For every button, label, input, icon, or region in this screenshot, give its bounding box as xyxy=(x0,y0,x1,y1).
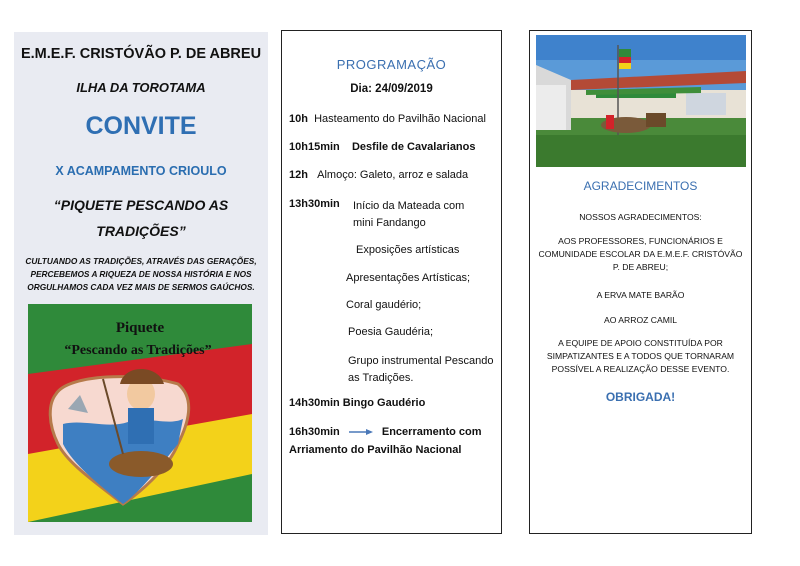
thanks-paragraph: AO ARROZ CAMIL xyxy=(603,315,678,325)
closing-item xyxy=(289,423,494,459)
thanks-paragraph: A ERVA MATE BARÃO xyxy=(596,290,685,300)
camp-photo xyxy=(536,35,746,167)
program-date: Dia: 24/09/2019 xyxy=(350,83,433,95)
subitem: Exposições artísticas xyxy=(356,244,460,256)
program-title: PROGRAMAÇÃO xyxy=(336,57,447,72)
schedule-item xyxy=(289,198,483,232)
schedule-item xyxy=(289,141,476,153)
closing-desc-1: Encerramento com xyxy=(381,426,482,438)
tagline-line-1: CULTUANDO AS TRADIÇÕES, ATRAVÉS DAS GERAÇÕES, xyxy=(25,256,257,266)
event-name: X ACAMPAMENTO CRIOULO xyxy=(55,164,227,178)
closing-desc-2: Arriamento do Pavilhão Nacional xyxy=(289,444,462,456)
thanks-paragraph: AOS PROFESSORES, FUNCIONÁRIOS E COMUNIDADE ESCOLAR DA E.M.E.F. CRISTÓVÃO P. DE ABREU; xyxy=(538,236,743,272)
schedule-time: 10h15min xyxy=(289,141,340,153)
thanks-paragraph: A EQUIPE DE APOIO CONSTITUÍDA POR SIMPATIZANTES E A TODOS QUE TORNARAM POSSÍVEL A REALIZAÇÃO DESSE EVENTO. xyxy=(546,338,735,374)
schedule-time: 10h xyxy=(289,113,308,125)
theme-line-1: “PIQUETE PESCANDO AS xyxy=(53,197,229,213)
thanks-panel xyxy=(529,30,752,534)
subitem: Apresentações Artísticas; xyxy=(346,272,471,284)
thanks-closing: OBRIGADA! xyxy=(605,390,676,404)
island-name: ILHA DA TOROTAMA xyxy=(76,80,206,95)
schedule-item xyxy=(289,113,486,125)
thanks-intro: NOSSOS AGRADECIMENTOS: xyxy=(579,212,702,222)
closing-time: 16h30min xyxy=(289,426,340,438)
event-theme xyxy=(24,192,258,244)
tagline xyxy=(24,255,258,294)
banner-text-1: Piquete xyxy=(115,320,165,336)
schedule-desc: Hasteamento do Pavilhão Nacional xyxy=(314,113,486,125)
cover-panel xyxy=(14,32,268,535)
schedule-time: 13h30min xyxy=(289,198,340,210)
thanks-title: AGRADECIMENTOS xyxy=(583,179,698,193)
bingo-item: 14h30min Bingo Gaudério xyxy=(289,397,426,409)
schedule-desc: Almoço: Galeto, arroz e salada xyxy=(317,169,469,181)
subitem: Grupo instrumental Pescando as Tradições. xyxy=(348,355,494,384)
schedule-desc: Início da Mateada com mini Fandango xyxy=(353,200,465,229)
banner-photo xyxy=(28,304,252,522)
schedule-item xyxy=(289,169,468,181)
schedule-desc: Desfile de Cavalarianos xyxy=(351,141,476,153)
banner-text-2: “Pescando as Tradições” xyxy=(64,343,212,358)
subitem: Coral gaudério; xyxy=(346,299,422,311)
tagline-line-2: PERCEBEMOS A RIQUEZA DE NOSSA HISTÓRIA E NOS xyxy=(30,269,252,279)
subitem: Poesia Gaudéria; xyxy=(348,326,433,338)
program-panel xyxy=(281,30,502,534)
schedule-time: 12h xyxy=(289,169,308,181)
arrow-icon xyxy=(349,428,373,436)
tagline-line-3: ORGULHAMOS CADA VEZ MAIS DE SERMOS GAÚCHOS. xyxy=(27,282,255,292)
theme-line-2: TRADIÇÕES” xyxy=(96,223,186,239)
invite-title: CONVITE xyxy=(85,112,197,140)
school-name: E.M.E.F. CRISTÓVÃO P. DE ABREU xyxy=(20,46,262,62)
